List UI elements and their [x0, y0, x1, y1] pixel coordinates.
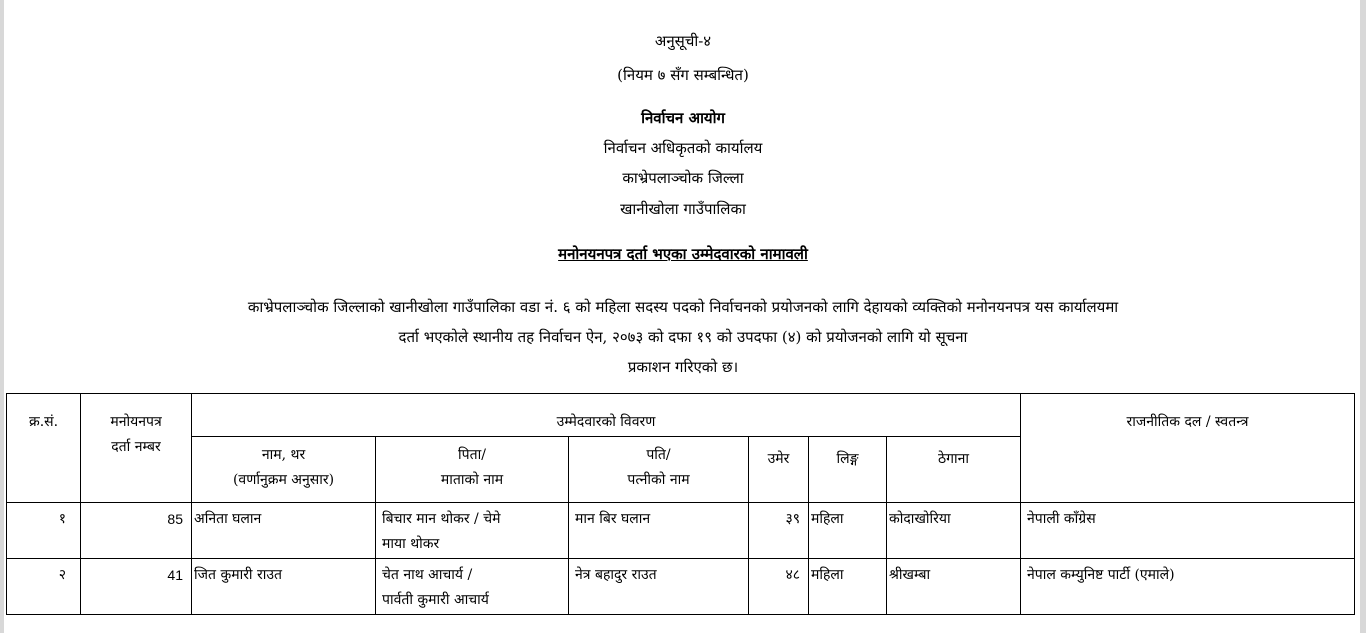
header-parents	[376, 437, 569, 503]
row-sn: १	[7, 503, 81, 559]
district-name: काभ्रेपलाञ्चोक जिल्ला	[622, 169, 744, 187]
office-name: निर्वाचन अधिकृतको कार्यालय	[603, 139, 763, 157]
row-party: नेपाल कम्युनिष्ट पार्टी (एमाले)	[1021, 559, 1355, 615]
schedule-label: अनुसूची-४	[654, 32, 712, 50]
header-parents-line2: माताको नाम	[440, 472, 504, 488]
header-spouse	[569, 437, 749, 503]
row-sn: २	[7, 559, 81, 615]
row-age: ४८	[749, 559, 809, 615]
row-parents-line2: माया थोकर	[382, 536, 440, 552]
header-age: उमेर	[749, 437, 809, 503]
header-row-top	[7, 394, 1355, 437]
row-reg-no: 41	[81, 559, 192, 615]
header-spouse-line1: पति/	[646, 447, 671, 463]
municipality-name: खानीखोला गाउँपालिका	[620, 200, 746, 218]
commission-heading: निर्वाचन आयोग	[641, 109, 725, 127]
table-row	[7, 559, 1355, 615]
row-name: जित कुमारी राउत	[192, 559, 376, 615]
row-parents-line1: चेत नाथ आचार्य /	[382, 567, 473, 583]
row-address: कोदाखोरिया	[887, 503, 1021, 559]
row-gender: महिला	[809, 559, 887, 615]
notice-line-2: दर्ता भएकोले स्थानीय तह निर्वाचन ऐन, २०७३ को दफा १९ को उपदफा (४) को प्रयोजनको लागि यो सूचना	[398, 328, 968, 346]
row-parents	[376, 503, 569, 559]
header-gender: लिङ्ग	[809, 437, 887, 503]
header-name-line1: नाम, थर	[261, 447, 306, 463]
header-reg-no-line1: मनोयनपत्र	[110, 414, 162, 430]
row-parents-line1: बिचार मान थोकर / चेमे	[382, 511, 501, 527]
header-parents-line1: पिता/	[458, 447, 486, 463]
notice-line-1: काभ्रेपलाञ्चोक जिल्लाको खानीखोला गाउँपालिका वडा नं. ६ को महिला सदस्य पदको निर्वाचनको प्रयोजनको लागि देहायको व्यक्तिको मनोनयनपत्र यस कार्यालयमा	[247, 298, 1119, 316]
header-address: ठेगाना	[887, 437, 1021, 503]
header-party: राजनीतिक दल / स्वतन्त्र	[1021, 394, 1355, 503]
row-gender: महिला	[809, 503, 887, 559]
row-address: श्रीखम्बा	[887, 559, 1021, 615]
row-parents	[376, 559, 569, 615]
header-name	[192, 437, 376, 503]
row-reg-no: 85	[81, 503, 192, 559]
rule-reference: (नियम ७ सँग सम्बन्धित)	[617, 66, 749, 84]
candidate-table	[6, 393, 1355, 615]
header-reg-no-line2: दर्ता नम्बर	[111, 439, 161, 455]
row-party: नेपाली काँग्रेस	[1021, 503, 1355, 559]
header-name-line2: (वर्णानुक्रम अनुसार)	[232, 472, 335, 488]
header-reg-no	[81, 394, 192, 503]
header-spouse-line2: पत्नीको नाम	[627, 472, 690, 488]
row-age: ३९	[749, 503, 809, 559]
row-parents-line2: पार्वती कुमारी आचार्य	[382, 592, 489, 608]
row-spouse: नेत्र बहादुर राउत	[569, 559, 749, 615]
row-name: अनिता घलान	[192, 503, 376, 559]
notice-line-3: प्रकाशन गरिएको छ।	[627, 358, 739, 376]
table-row	[7, 503, 1355, 559]
header-candidate-details: उम्मेदवारको विवरण	[192, 394, 1021, 437]
row-spouse: मान बिर घलान	[569, 503, 749, 559]
header-sn: क्र.सं.	[7, 394, 81, 503]
document-title: मनोनयनपत्र दर्ता भएका उम्मेदवारको नामावली	[558, 245, 808, 263]
